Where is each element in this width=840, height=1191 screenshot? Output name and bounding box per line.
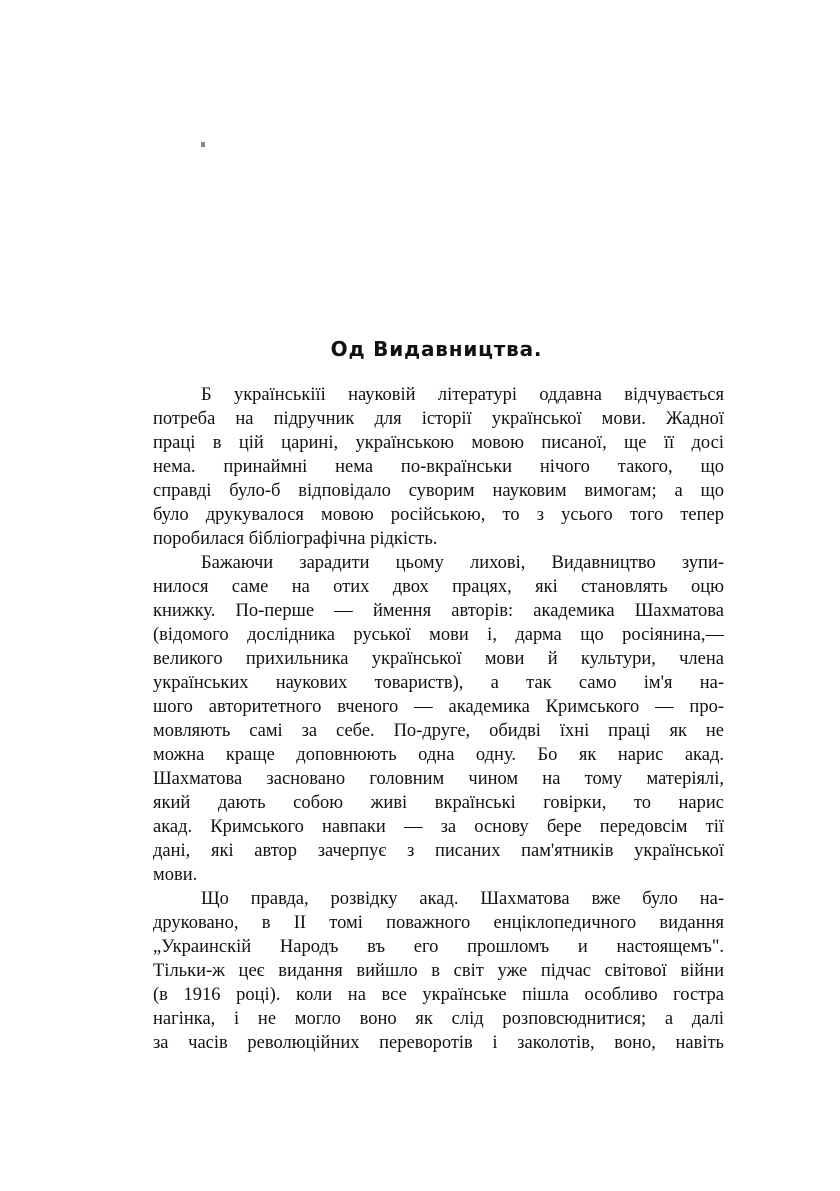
text-line: поробилася бібліографічна рідкість.: [153, 529, 438, 549]
text-line: праці в цій царині, українською мовою писаної, ще її досі: [153, 433, 724, 453]
text-line: мовляють самі за себе. По-друге, обидві їхні праці як не: [153, 721, 724, 741]
text-line: шого авторитетного вченого — академика Кримського — про-: [153, 697, 724, 717]
text-line: за часів революційних переворотів і заколотів, воно, навіть: [153, 1033, 724, 1053]
text-line: потреба на підручник для історії української мови. Жадної: [153, 409, 724, 429]
text-line: який дають собою живі вкраїнські говірки, то нарис: [153, 793, 724, 813]
text-line: мови.: [153, 865, 198, 885]
text-line: Бажаючи зарадити цьому лихові, Видавництво зупи-: [201, 553, 724, 573]
text-line: Б українськіїі науковій літературі оддавна відчувається: [201, 385, 724, 405]
text-line: Шахматова засновано головним чином на тому матеріялі,: [153, 769, 724, 789]
text-line: друковано, в II томі поважного енціклопедичного видання: [153, 913, 724, 933]
text-line: нилося саме на отих двох працях, які становлять оцю: [153, 577, 724, 597]
page-speck: [201, 142, 205, 147]
text-line: „Украинскій Народъ въ его прошломъ и настоящемъ".: [153, 937, 724, 957]
text-line: дані, які автор зачерпує з писаних пам'ятників української: [153, 841, 724, 861]
page-title: Од Видавництва.: [330, 337, 543, 361]
text-line: Що правда, розвідку акад. Шахматова вже було на-: [201, 889, 724, 909]
text-line: можна краще доповнюють одна одну. Бо як нарис акад.: [153, 745, 724, 765]
text-line: книжку. По-перше — ймення авторів: академика Шахматова: [153, 601, 724, 621]
text-line: великого прихильника української мови й культури, члена: [153, 649, 724, 669]
text-line: Тільки-ж цеє видання вийшло в світ уже підчас світової війни: [153, 961, 724, 981]
text-line: (відомого дослідника руської мови і, дарма що росіянина,—: [153, 625, 724, 645]
text-line: нагінка, і не могло воно як слід розповсюднитися; а далі: [153, 1009, 724, 1029]
text-line: справді було-б відповідало суворим науковим вимогам; а що: [153, 481, 724, 501]
text-line: українських наукових товариств), а так само ім'я на-: [153, 673, 724, 693]
text-line: (в 1916 році). коли на все українське пішла особливо гостра: [153, 985, 724, 1005]
text-line: акад. Кримського навпаки — за основу бере передовсім тії: [153, 817, 724, 837]
text-line: нема. принаймні нема по-вкраїнськи нічого такого, що: [153, 457, 724, 477]
text-line: було друкувалося мовою російською, то з усього того тепер: [153, 505, 724, 525]
